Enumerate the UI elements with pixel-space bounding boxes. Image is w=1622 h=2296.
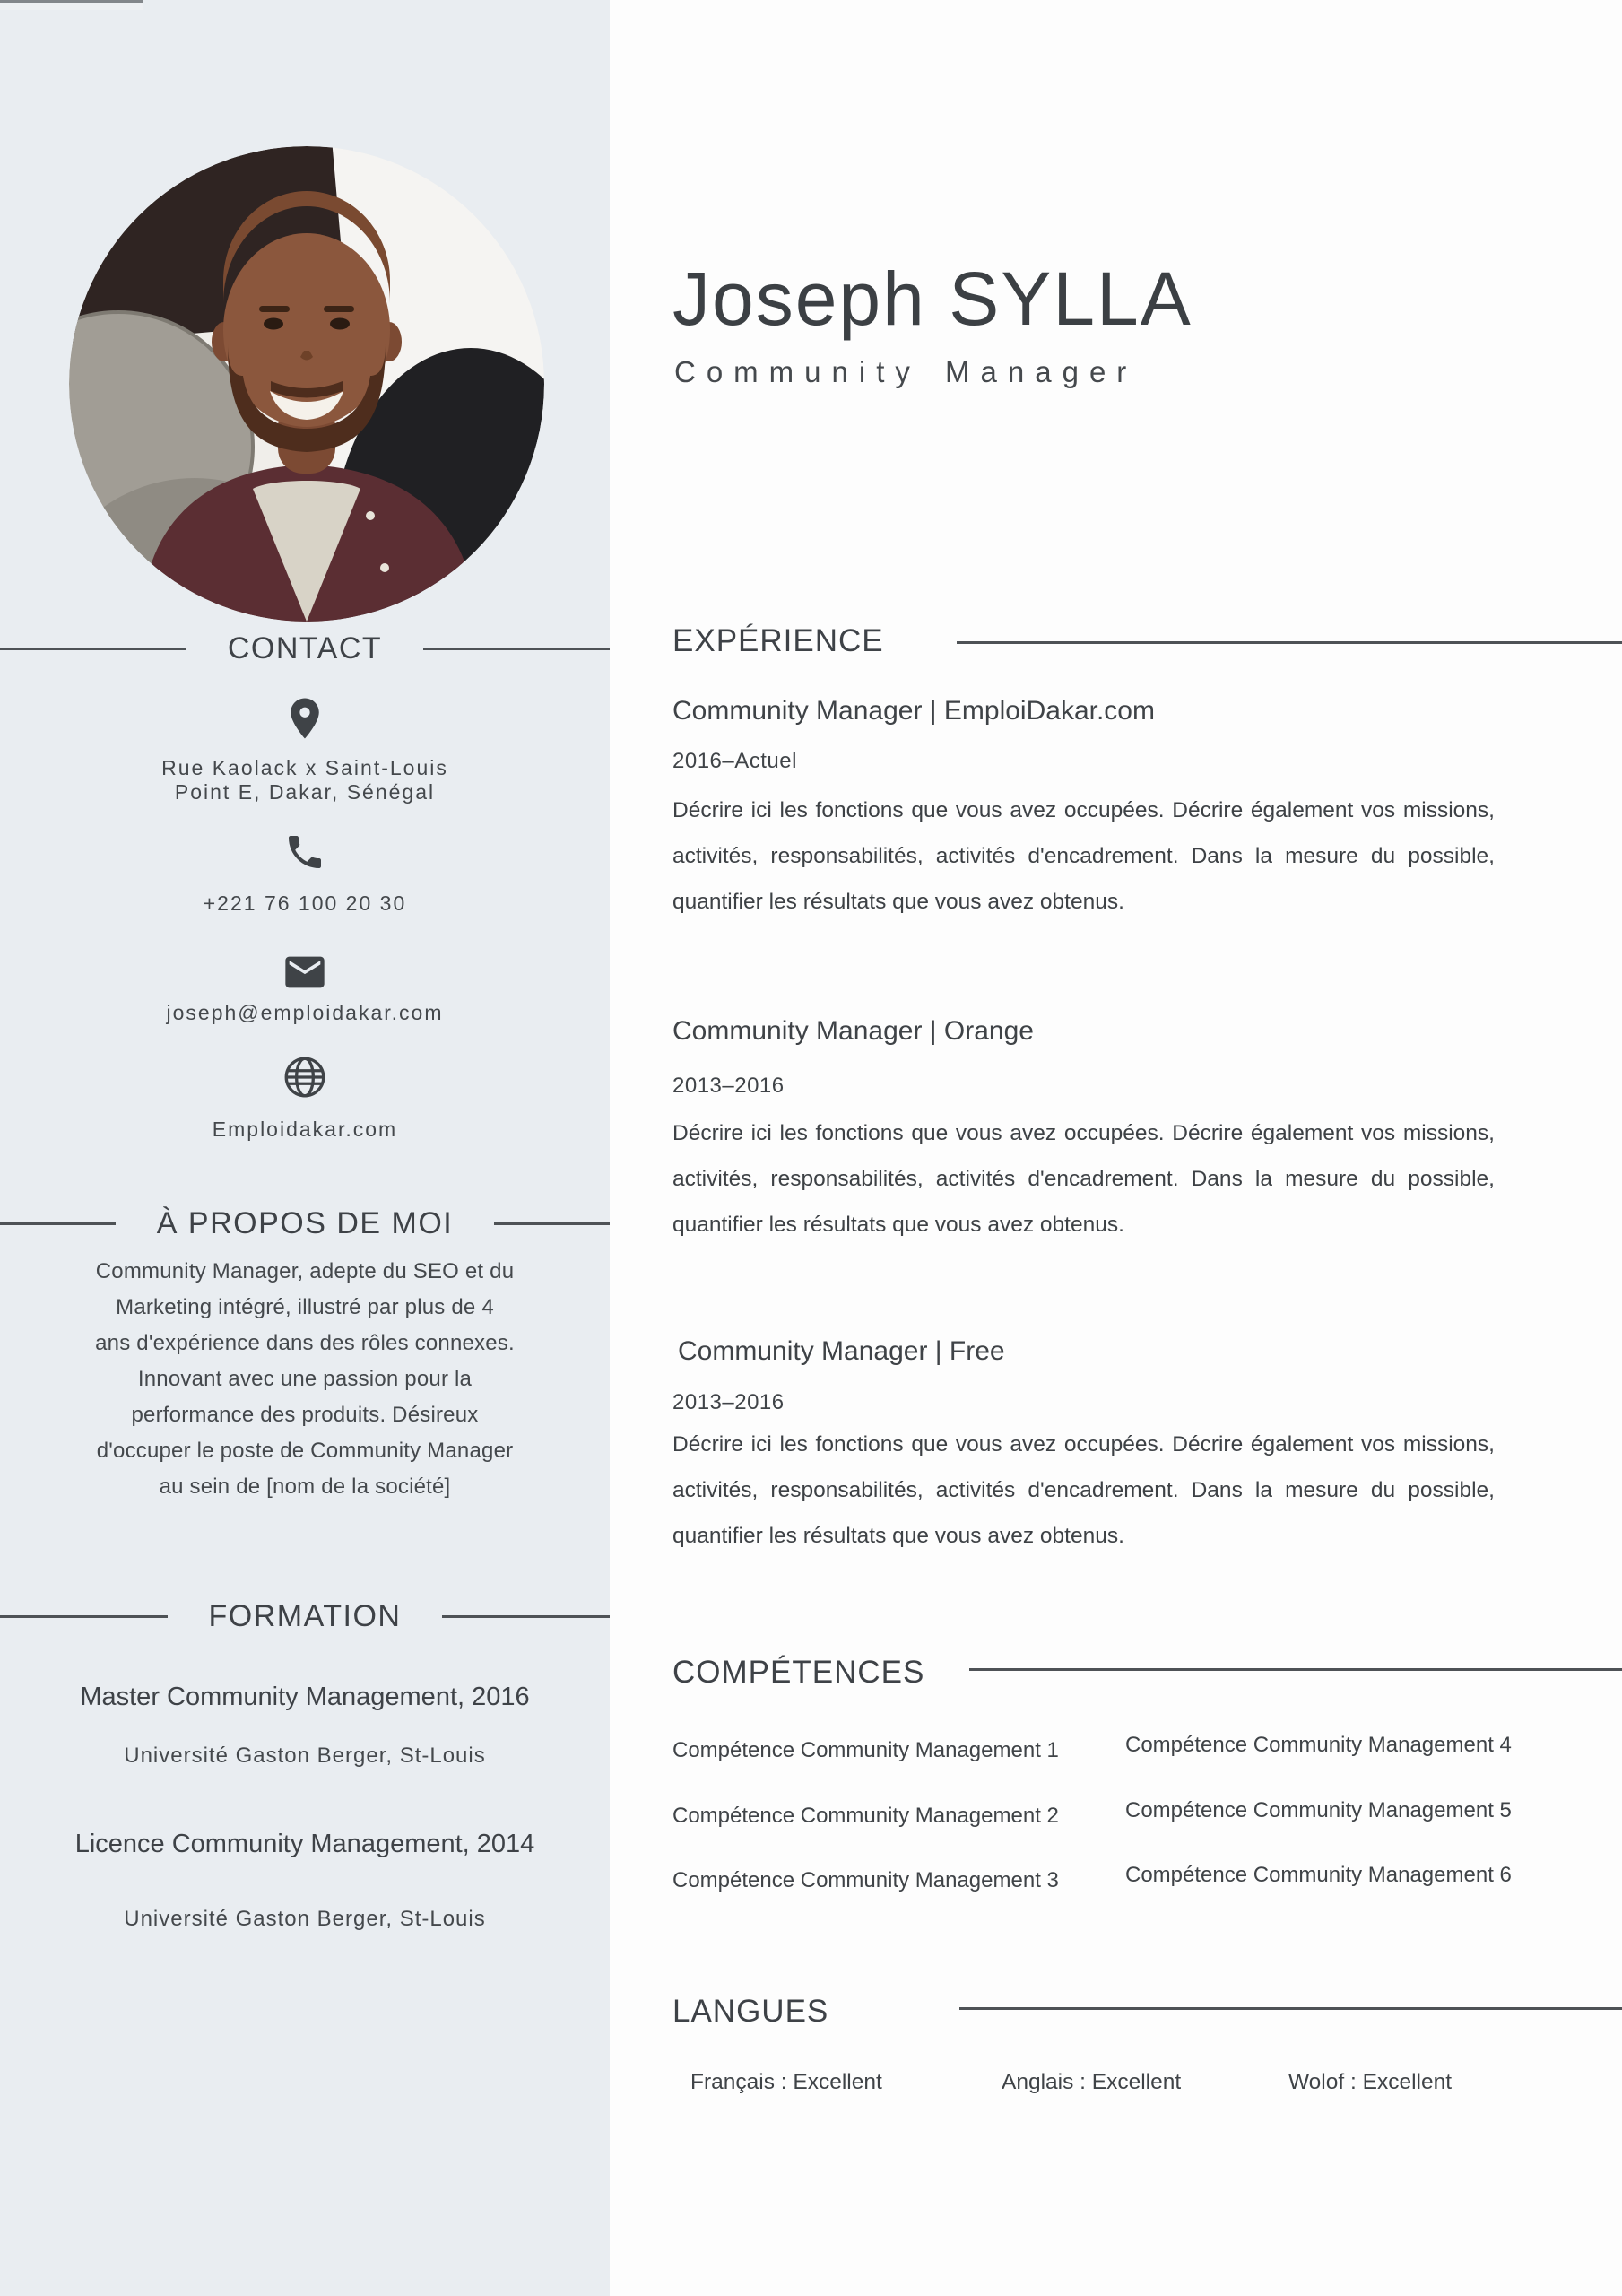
job-period-3: 2013–2016: [672, 1390, 785, 1414]
skill-6: Compétence Community Management 6: [1125, 1863, 1512, 1887]
email-address: joseph@emploidakar.com: [166, 1001, 444, 1024]
about-line: Community Manager, adepte du SEO et du: [95, 1259, 515, 1283]
job-description-3: Décrire ici les fonctions que vous avez occupées. Décrire également vos missions, activités, responsabilités, activités d'encadrement. Dans la mesure du possible, quantifier les résultats que vous avez obtenus.: [672, 1432, 1495, 1548]
contact-section-heading-row: [0, 631, 610, 665]
website-item: [0, 1053, 610, 1106]
heading-rule-left: [0, 648, 186, 650]
language-wolof: Wolof : Excellent: [1288, 2070, 1453, 2094]
experience-heading-rule: [957, 641, 1622, 644]
address: [0, 756, 610, 804]
language-french: Français : Excellent: [690, 2070, 882, 2094]
about-heading: À PROPOS DE MOI: [156, 1205, 454, 1240]
portrait-illustration: [69, 146, 544, 622]
heading-rule-right: [442, 1615, 610, 1618]
about-line: ans d'expérience dans des rôles connexes.: [95, 1331, 515, 1355]
map-pin-icon: [281, 691, 329, 751]
about-line: au sein de [nom de la société]: [159, 1474, 451, 1499]
skill-2: Compétence Community Management 2: [672, 1804, 1059, 1828]
profile-photo: [69, 146, 544, 622]
phone-number: +221 76 100 20 30: [203, 891, 407, 915]
address-line-1: Rue Kaolack x Saint-Louis: [161, 756, 448, 779]
language-english: Anglais : Excellent: [1002, 2070, 1182, 2094]
job-period-1: 2016–Actuel: [672, 749, 797, 773]
email-item: [0, 949, 610, 1000]
scrollbar-artifact: [0, 0, 143, 10]
job-period-2: 2013–2016: [672, 1074, 785, 1098]
formation-section-heading-row: [0, 1599, 610, 1633]
globe-icon: [281, 1053, 329, 1106]
skill-4: Compétence Community Management 4: [1125, 1733, 1512, 1757]
skill-5: Compétence Community Management 5: [1125, 1798, 1512, 1822]
about-line: Marketing intégré, illustré par plus de 4: [116, 1295, 494, 1319]
person-job-title: Community Manager: [674, 355, 1138, 388]
about-line: Innovant avec une passion pour la: [137, 1367, 473, 1391]
about-line: d'occuper le poste de Community Manager: [96, 1439, 514, 1463]
main-column: [610, 0, 1622, 2296]
langues-heading-rule: [959, 2007, 1622, 2010]
heading-rule-right: [494, 1222, 610, 1225]
address-line-2: Point E, Dakar, Sénégal: [174, 780, 436, 804]
degree-1: Master Community Management, 2016: [80, 1683, 530, 1711]
envelope-icon: [282, 949, 328, 1000]
job-title-2: Community Manager | Orange: [672, 1016, 1034, 1046]
experience-heading: EXPÉRIENCE: [672, 623, 884, 658]
about-section-heading-row: [0, 1206, 610, 1240]
job-description-2: Décrire ici les fonctions que vous avez occupées. Décrire également vos missions, activités, responsabilités, activités d'encadrement. Dans la mesure du possible, quantifier les résultats que vous avez obtenus.: [672, 1121, 1495, 1237]
competences-heading-rule: [969, 1668, 1622, 1671]
location-item: [0, 691, 610, 751]
job-title-1: Community Manager | EmploiDakar.com: [672, 696, 1155, 726]
contact-heading: CONTACT: [227, 631, 383, 665]
sidebar: [0, 0, 610, 2296]
phone-icon: [283, 831, 326, 878]
phone-item: [0, 831, 610, 878]
about-line: performance des produits. Désireux: [131, 1403, 479, 1427]
skill-3: Compétence Community Management 3: [672, 1868, 1059, 1892]
heading-rule-left: [0, 1222, 116, 1225]
school-1: Université Gaston Berger, St-Louis: [124, 1744, 486, 1768]
formation-heading: FORMATION: [208, 1598, 402, 1633]
skill-1: Compétence Community Management 1: [672, 1738, 1059, 1762]
job-description-1: Décrire ici les fonctions que vous avez occupées. Décrire également vos missions, activités, responsabilités, activités d'encadrement. Dans la mesure du possible, quantifier les résultats que vous avez obtenus.: [672, 798, 1495, 914]
about-paragraph: [36, 1254, 574, 1505]
website-url: Emploidakar.com: [212, 1118, 398, 1141]
degree-2: Licence Community Management, 2014: [74, 1830, 535, 1858]
school-2: Université Gaston Berger, St-Louis: [124, 1907, 486, 1931]
competences-heading: COMPÉTENCES: [672, 1655, 925, 1690]
heading-rule-right: [423, 648, 610, 650]
heading-rule-left: [0, 1615, 168, 1618]
langues-heading: LANGUES: [672, 1994, 829, 2029]
job-title-3: Community Manager | Free: [678, 1336, 1005, 1366]
person-name: Joseph SYLLA: [672, 257, 1193, 341]
